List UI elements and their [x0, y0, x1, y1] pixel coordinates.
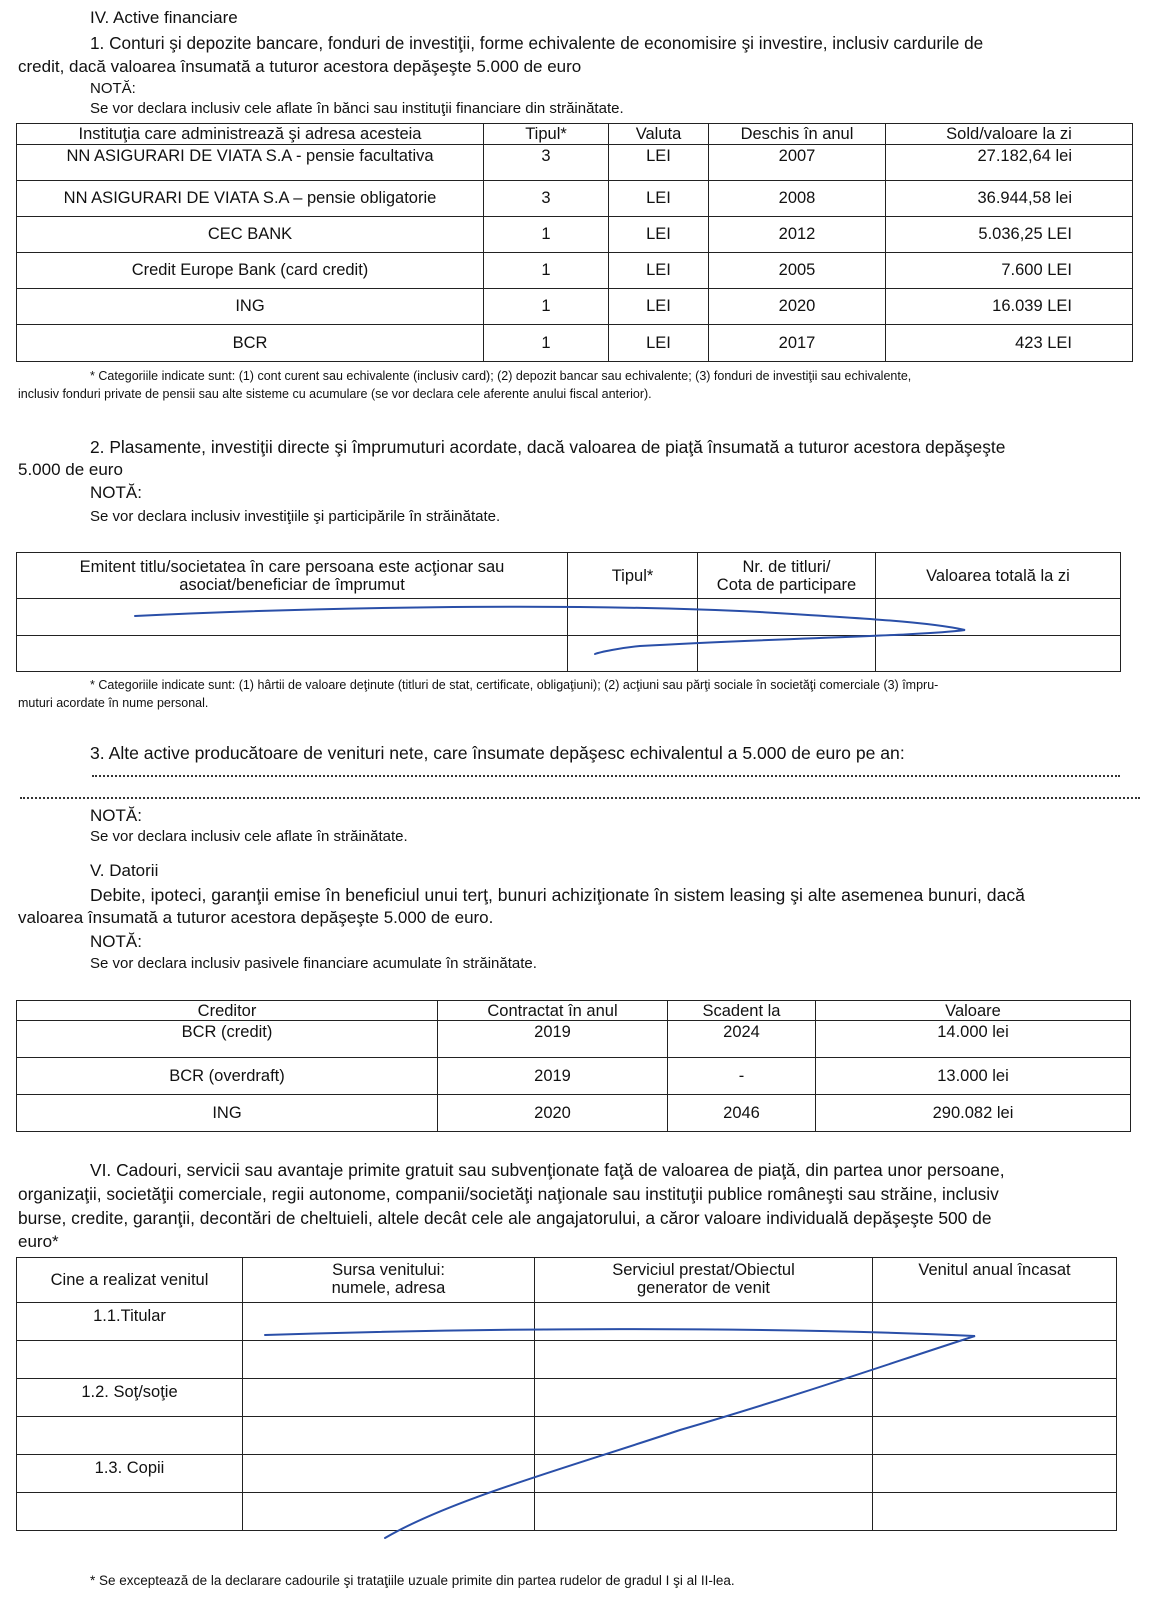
- cell-currency: LEI: [609, 289, 709, 325]
- section-vi-line2: organizaţii, societăţii comerciale, regii autonome, companii/societăţi naţionale sau instituţii publice româneşti sau străine, inclusiv: [18, 1184, 999, 1204]
- item2-text-line2: 5.000 de euro: [18, 460, 123, 479]
- col-header-value: Valoare: [816, 1001, 1131, 1021]
- cell-contract-year: 2020: [438, 1095, 668, 1132]
- cell-institution: BCR: [17, 325, 484, 362]
- empty-cell: [535, 1379, 873, 1417]
- debts-table: [16, 1000, 1131, 1132]
- col-header-issuer-line2: asociat/beneficiar de împrumut: [179, 575, 405, 594]
- table-row: [17, 636, 1121, 672]
- nota2-text: Se vor declara inclusiv investiţiile şi participările în străinătate.: [90, 508, 501, 525]
- col-header-creditor: Creditor: [17, 1001, 438, 1021]
- col-header-opened-year: Deschis în anul: [709, 124, 886, 145]
- section-vi-line1: VI. Cadouri, servicii sau avantaje primite gratuit sau subvenţionate faţă de valoarea de piaţă, din partea unor persoane,: [90, 1160, 1005, 1180]
- cell-creditor: BCR (overdraft): [17, 1058, 438, 1095]
- table-row: [17, 1021, 1131, 1058]
- item1-text-line1: 1. Conturi şi depozite bancare, fonduri de investiţii, forme echivalente de economisire şi investire, inclusiv cardurile de: [90, 33, 984, 53]
- table-row: [17, 1455, 1117, 1493]
- footnote1-line2: inclusiv fonduri private de pensii sau alte sisteme cu acumulare (se vor declara cele aferente anului fiscal anterior).: [18, 387, 652, 401]
- col-header-service-line2: generator de venit: [636, 1279, 770, 1297]
- table-row: [17, 1493, 1117, 1531]
- cell-year: 2007: [709, 145, 886, 181]
- accounts-table: [16, 123, 1133, 362]
- cell-institution: Credit Europe Bank (card credit): [17, 253, 484, 289]
- col-header-due: Scadent la: [668, 1001, 816, 1021]
- col-header-contract-year: Contractat în anul: [438, 1001, 668, 1021]
- cell-year: 2020: [709, 289, 886, 325]
- cell-balance: 36.944,58 lei: [886, 181, 1133, 217]
- table-row: [17, 1095, 1131, 1132]
- cell-currency: LEI: [609, 217, 709, 253]
- cell-value: 14.000 lei: [816, 1021, 1131, 1058]
- gifts-table: [16, 1257, 1117, 1531]
- cell-institution: ING: [17, 289, 484, 325]
- empty-cell: [873, 1379, 1117, 1417]
- col-header-share-count-line2: Cota de participare: [716, 575, 857, 594]
- empty-cell: [873, 1493, 1117, 1531]
- empty-cell: [243, 1455, 535, 1493]
- nota-text: Se vor declara inclusiv cele aflate în bănci sau instituţii financiare din străinătate.: [90, 100, 624, 117]
- section-iv-title: IV. Active financiare: [90, 8, 238, 27]
- section-vi-line4: euro*: [18, 1232, 59, 1251]
- cell-balance: 423 LEI: [886, 325, 1133, 362]
- empty-cell: [873, 1303, 1117, 1341]
- table-row: [17, 1058, 1131, 1095]
- col-header-who: Cine a realizat venitul: [17, 1258, 243, 1303]
- cell-due: -: [668, 1058, 816, 1095]
- cell-who: 1.2. Soţ/soţie: [17, 1379, 243, 1417]
- empty-cell: [873, 1341, 1117, 1379]
- nota-label: NOTĂ:: [90, 80, 136, 97]
- nota3-label: NOTĂ:: [90, 806, 142, 825]
- cell-year: 2017: [709, 325, 886, 362]
- cell-balance: 7.600 LEI: [886, 253, 1133, 289]
- empty-cell: [698, 599, 876, 636]
- table-row: [17, 253, 1133, 289]
- col-header-issuer-line1: Emitent titlu/societatea în care persoana este acţionar sau: [79, 557, 505, 576]
- cell-currency: LEI: [609, 325, 709, 362]
- empty-cell: [876, 599, 1121, 636]
- cell-due: 2046: [668, 1095, 816, 1132]
- cell-currency: LEI: [609, 145, 709, 181]
- section-v-nota-label: NOTĂ:: [90, 932, 142, 951]
- empty-cell: [698, 636, 876, 672]
- table-row: [17, 289, 1133, 325]
- cell-type: 3: [484, 181, 609, 217]
- col-header-service-line1: Serviciul prestat/Obiectul: [612, 1261, 795, 1279]
- footnote2-line2: muturi acordate în nume personal.: [18, 696, 209, 710]
- section-vi-line3: burse, credite, garanţii, decontări de cheltuieli, altele decât cele ale angajatorului, a căror valoare individuală depăşeşte 500 de: [18, 1208, 992, 1228]
- cell-balance: 27.182,64 lei: [886, 145, 1133, 181]
- col-header-share-count-line1: Nr. de titluri/: [742, 557, 831, 576]
- cell-institution: NN ASIGURARI DE VIATA S.A – pensie obligatorie: [17, 181, 484, 217]
- investments-table-header: [17, 553, 1121, 599]
- cell-contract-year: 2019: [438, 1021, 668, 1058]
- table-row: [17, 1379, 1117, 1417]
- empty-cell: [535, 1455, 873, 1493]
- col-header-source: [243, 1258, 535, 1303]
- col-header-type: Tipul*: [484, 124, 609, 145]
- empty-cell: [243, 1417, 535, 1455]
- dotted-line: [20, 797, 1140, 799]
- cell-currency: LEI: [609, 181, 709, 217]
- cell-type: 3: [484, 145, 609, 181]
- empty-cell: [243, 1493, 535, 1531]
- table-row: [17, 599, 1121, 636]
- empty-cell: [876, 636, 1121, 672]
- empty-cell: [243, 1379, 535, 1417]
- col-header-source-line2: numele, adresa: [331, 1279, 446, 1297]
- cell-who: 1.1.Titular: [17, 1303, 243, 1341]
- nota3-text: Se vor declara inclusiv cele aflate în străinătate.: [90, 828, 408, 845]
- empty-cell: [568, 636, 698, 672]
- section-v-text-line2: valoarea însumată a tuturor acestora depăşeşte 5.000 de euro.: [18, 908, 494, 927]
- table-row: [17, 145, 1133, 181]
- table-row: [17, 181, 1133, 217]
- cell-creditor: ING: [17, 1095, 438, 1132]
- gifts-table-header: [17, 1258, 1117, 1303]
- empty-cell: [17, 636, 568, 672]
- cell-balance: 5.036,25 LEI: [886, 217, 1133, 253]
- col-header-service: [535, 1258, 873, 1303]
- table-row: [17, 1341, 1117, 1379]
- cell-institution: NN ASIGURARI DE VIATA S.A - pensie facultativa: [17, 145, 484, 181]
- footnote1-line1: * Categoriile indicate sunt: (1) cont curent sau echivalente (inclusiv card); (2) depozit bancar sau echivalente; (3) fonduri de investiţii sau echivalente,: [90, 369, 912, 383]
- empty-cell: [243, 1341, 535, 1379]
- col-header-total-value: Valoarea totală la zi: [876, 553, 1121, 599]
- empty-cell: [568, 599, 698, 636]
- cell-value: 13.000 lei: [816, 1058, 1131, 1095]
- cell-due: 2024: [668, 1021, 816, 1058]
- cell-type: 1: [484, 253, 609, 289]
- empty-cell: [535, 1417, 873, 1455]
- cell-balance: 16.039 LEI: [886, 289, 1133, 325]
- footnote2-line1: * Categoriile indicate sunt: (1) hârtii de valoare deţinute (titluri de stat, certificate, obligaţiuni); (2) acţiuni sau părţi sociale în societăţi comerciale (3) împru-: [90, 678, 939, 692]
- col-header-share-count: [698, 553, 876, 599]
- cell-type: 1: [484, 325, 609, 362]
- col-header-currency: Valuta: [609, 124, 709, 145]
- dotted-line: [92, 775, 1120, 777]
- table-row: [17, 217, 1133, 253]
- empty-cell: [535, 1303, 873, 1341]
- investments-table: [16, 552, 1121, 672]
- cell-year: 2008: [709, 181, 886, 217]
- item2-text-line1: 2. Plasamente, investiţii directe şi împrumuturi acordate, dacă valoarea de piaţă însumată a tuturor acestora depăşeşte: [90, 437, 1006, 457]
- cell-currency: LEI: [609, 253, 709, 289]
- table-row: [17, 1417, 1117, 1455]
- empty-cell: [17, 599, 568, 636]
- cell-type: 1: [484, 217, 609, 253]
- cell-who: [17, 1493, 243, 1531]
- accounts-table-header: [17, 124, 1133, 145]
- cell-creditor: BCR (credit): [17, 1021, 438, 1058]
- section-vi-footnote: * Se exceptează de la declarare cadourile şi trataţiile uzuale primite din partea rudelor de gradul I şi al II-lea.: [90, 1573, 735, 1588]
- cell-year: 2012: [709, 217, 886, 253]
- item1-text-line2: credit, dacă valoarea însumată a tuturor acestora depăşeşte 5.000 de euro: [18, 57, 582, 76]
- item3-text: 3. Alte active producătoare de venituri nete, care însumate depăşesc echivalentul a 5.000 de euro pe an:: [90, 743, 905, 763]
- cell-type: 1: [484, 289, 609, 325]
- section-v-nota-text: Se vor declara inclusiv pasivele financiare acumulate în străinătate.: [90, 955, 537, 972]
- cell-who: 1.3. Copii: [17, 1455, 243, 1493]
- nota2-label: NOTĂ:: [90, 483, 142, 502]
- empty-cell: [535, 1341, 873, 1379]
- empty-cell: [243, 1303, 535, 1341]
- col-header-issuer: [17, 553, 568, 599]
- empty-cell: [873, 1417, 1117, 1455]
- section-v-title: V. Datorii: [90, 861, 159, 880]
- table-row: [17, 325, 1133, 362]
- col-header-source-line1: Sursa venitului:: [332, 1261, 445, 1279]
- col-header-institution: Instituţia care administrează şi adresa acesteia: [17, 124, 484, 145]
- col-header-annual-income: Venitul anual încasat: [873, 1258, 1117, 1303]
- debts-table-header: [17, 1001, 1131, 1021]
- cell-institution: CEC BANK: [17, 217, 484, 253]
- table-row: [17, 1303, 1117, 1341]
- cell-year: 2005: [709, 253, 886, 289]
- cell-who: [17, 1341, 243, 1379]
- cell-value: 290.082 lei: [816, 1095, 1131, 1132]
- cell-contract-year: 2019: [438, 1058, 668, 1095]
- empty-cell: [873, 1455, 1117, 1493]
- section-v-text-line1: Debite, ipoteci, garanţii emise în beneficiul unui terţ, bunuri achiziţionate în sistem leasing şi alte asemenea bunuri, dacă: [90, 885, 1025, 905]
- col-header-balance: Sold/valoare la zi: [886, 124, 1133, 145]
- empty-cell: [535, 1493, 873, 1531]
- col-header-type: Tipul*: [568, 553, 698, 599]
- cell-who: [17, 1417, 243, 1455]
